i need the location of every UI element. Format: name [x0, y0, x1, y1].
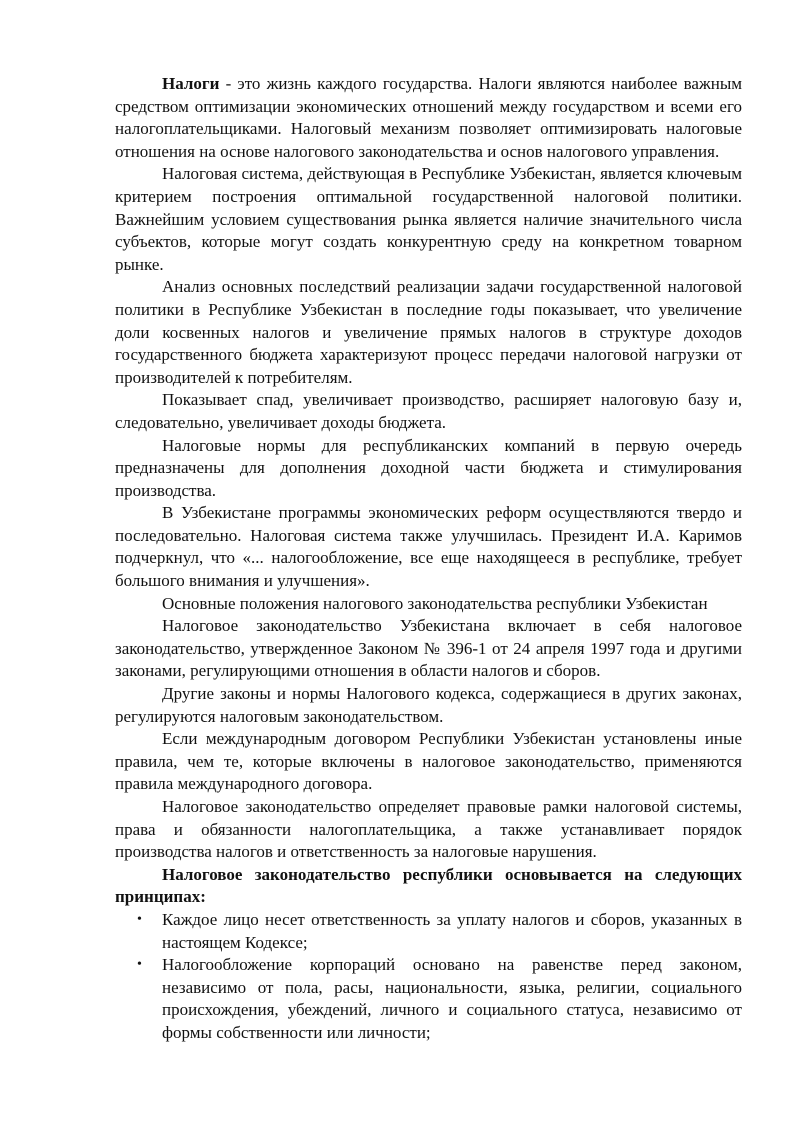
paragraph: Налоговая система, действующая в Республике Узбекистан, является ключевым критерием построения оптимальной государственной налоговой политики. Важнейшим условием существования рынка является наличие значительного числа субъектов, которые могут создать конкурентную среду на конкретном товарном рынке.: [115, 164, 742, 274]
intro-text: - это жизнь каждого государства. Налоги являются наиболее важным средством оптимизации экономических отношений между государством и всеми его налогоплательщиками. Налоговый механизм позволяет оптимизировать налоговые отношения на основе налогового законодательства и основ налогового управления.: [115, 74, 742, 161]
paragraph: В Узбекистане программы экономических реформ осуществляются твердо и последовательно. Налоговая система также улучшилась. Президент И.А. Каримов подчеркнул, что «... налогообложение, все еще находящееся в республике, требует большого внимания и улучшения».: [115, 503, 742, 591]
principles-list: [115, 909, 742, 1045]
bullet-icon: •: [137, 957, 142, 973]
list-item-text: Каждое лицо несет ответственность за уплату налогов и сборов, указанных в настоящем Кодексе;: [162, 909, 742, 952]
paragraph: Другие законы и нормы Налогового кодекса, содержащиеся в других законах, регулируются налоговым законодательством.: [115, 684, 742, 726]
paragraph: Налоговое законодательство определяет правовые рамки налоговой системы, права и обязанности налогоплательщика, а также устанавливает порядок производства налогов и ответственность за налоговые нарушения.: [115, 797, 742, 862]
paragraph: Анализ основных последствий реализации задачи государственной налоговой политики в Республике Узбекистан в последние годы показывает, что увеличение доли косвенных налогов и увеличение прямых налогов в структуре доходов государственного бюджета характеризуют процесс передачи налоговой нагрузки от производителей к потребителям.: [115, 277, 742, 387]
paragraph: Если международным договором Республики Узбекистан установлены иные правила, чем те, которые включены в налоговое законодательство, применяются правила международного договора.: [115, 729, 742, 794]
intro-term: Налоги: [162, 74, 220, 93]
paragraph: Налоговые нормы для республиканских компаний в первую очередь предназначены для дополнения доходной части бюджета и стимулирования производства.: [115, 435, 742, 500]
list-item: [115, 909, 742, 954]
intro-paragraph: [115, 73, 742, 163]
principles-heading: Налоговое законодательство республики основывается на следующих принципах:: [115, 864, 742, 907]
paragraph: Показывает спад, увеличивает производство, расширяет налоговую базу и, следовательно, увеличивает доходы бюджета.: [115, 390, 742, 432]
bullet-icon: •: [137, 911, 142, 927]
section-title: Основные положения налогового законодательства республики Узбекистан: [162, 593, 708, 613]
paragraph: Налоговое законодательство Узбекистана включает в себя налоговое законодательство, утвержденное Законом № 396-1 от 24 апреля 1997 года и другими законами, регулирующими отношения в области налогов и сборов.: [115, 616, 742, 681]
list-item: [115, 954, 742, 1044]
list-item-text: Налогообложение корпораций основано на равенстве перед законом, независимо от пола, расы, национальности, языка, религии, социального происхождения, убеждений, личного и социального статуса, независимо от формы собственности или личности;: [162, 955, 742, 1042]
document-page: [115, 73, 742, 1045]
